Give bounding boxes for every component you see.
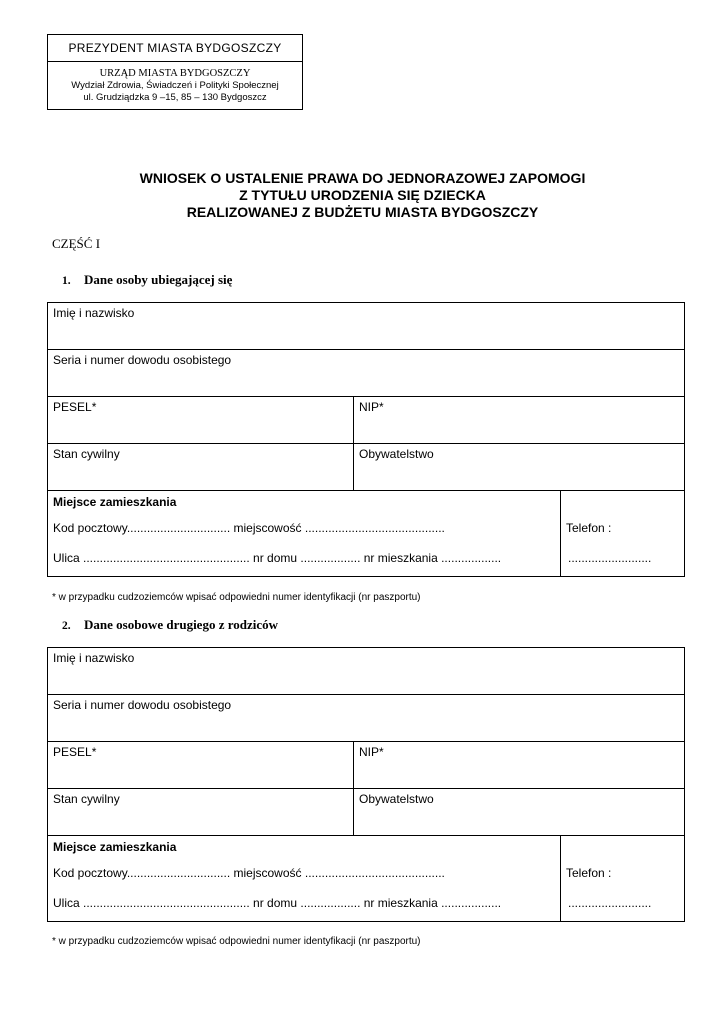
issuer-header-box [47, 34, 303, 110]
phone-input-line[interactable]: ......................... [568, 896, 652, 910]
residence-field[interactable] [48, 491, 561, 577]
issuer-address: ul. Grudziądzka 9 –15, 85 – 130 Bydgoszcz [83, 92, 267, 103]
id-card-field[interactable] [48, 695, 685, 742]
second-parent-data-table [47, 647, 685, 922]
field-label: Imię i nazwisko [53, 651, 135, 665]
section-1-heading [62, 272, 232, 288]
field-label: Seria i numer dowodu osobistego [53, 353, 232, 367]
postal-code-city-line[interactable]: Kod pocztowy............................... miejscowość .......................................... [53, 521, 445, 535]
section-number: 1. [62, 275, 71, 287]
section-1-footnote: * w przypadku cudzoziemców wpisać odpowiedni numer identyfikacji (nr paszportu) [52, 592, 421, 603]
residence-label: Miejsce zamieszkania [53, 495, 177, 509]
phone-field[interactable] [561, 491, 685, 577]
marital-status-field[interactable] [48, 444, 354, 491]
nip-field[interactable] [354, 742, 685, 789]
field-label: Obywatelstwo [359, 447, 434, 461]
field-label: Stan cywilny [53, 447, 120, 461]
field-label: PESEL* [53, 400, 97, 414]
issuer-office-block [48, 62, 302, 104]
field-label: NIP* [359, 400, 384, 414]
document-title [0, 170, 725, 221]
residence-field[interactable] [48, 836, 561, 922]
part-label: CZĘŚĆ I [52, 236, 101, 251]
document-title-line-3: REALIZOWANEJ Z BUDŻETU MIASTA BYDGOSZCZY [186, 204, 539, 220]
street-line[interactable]: Ulica .................................................. nr domu .................. nr mieszkania .................. [53, 896, 502, 910]
issuer-authority: PREZYDENT MIASTA BYDGOSZCZY [48, 35, 302, 62]
applicant-data-table [47, 302, 685, 577]
postal-code-city-line[interactable]: Kod pocztowy............................... miejscowość .......................................... [53, 866, 445, 880]
phone-field[interactable] [561, 836, 685, 922]
street-line[interactable]: Ulica .................................................. nr domu .................. nr mieszkania .................. [53, 551, 502, 565]
issuer-department: Wydział Zdrowia, Świadczeń i Polityki Społecznej [71, 80, 279, 91]
nip-field[interactable] [354, 397, 685, 444]
document-title-line-1: WNIOSEK O USTALENIE PRAWA DO JEDNORAZOWEJ ZAPOMOGI [139, 170, 586, 186]
section-title: Dane osoby ubiegającej się [84, 272, 233, 287]
phone-input-line[interactable]: ......................... [568, 551, 652, 565]
field-label: PESEL* [53, 745, 97, 759]
section-2-heading [62, 617, 278, 633]
section-number: 2. [62, 620, 71, 632]
document-title-line-2: Z TYTUŁU URODZENIA SIĘ DZIECKA [239, 187, 486, 203]
citizenship-field[interactable] [354, 789, 685, 836]
residence-label: Miejsce zamieszkania [53, 840, 177, 854]
phone-label: Telefon : [566, 866, 612, 880]
field-label: Obywatelstwo [359, 792, 434, 806]
issuer-office: URZĄD MIASTA BYDGOSZCZY [99, 68, 251, 79]
name-field[interactable] [48, 303, 685, 350]
field-label: NIP* [359, 745, 384, 759]
pesel-field[interactable] [48, 742, 354, 789]
id-card-field[interactable] [48, 350, 685, 397]
marital-status-field[interactable] [48, 789, 354, 836]
citizenship-field[interactable] [354, 444, 685, 491]
field-label: Stan cywilny [53, 792, 120, 806]
section-title: Dane osobowe drugiego z rodziców [84, 617, 279, 632]
section-2-footnote: * w przypadku cudzoziemców wpisać odpowiedni numer identyfikacji (nr paszportu) [52, 936, 421, 947]
field-label: Seria i numer dowodu osobistego [53, 698, 232, 712]
field-label: Imię i nazwisko [53, 306, 135, 320]
name-field[interactable] [48, 648, 685, 695]
phone-label: Telefon : [566, 521, 612, 535]
pesel-field[interactable] [48, 397, 354, 444]
